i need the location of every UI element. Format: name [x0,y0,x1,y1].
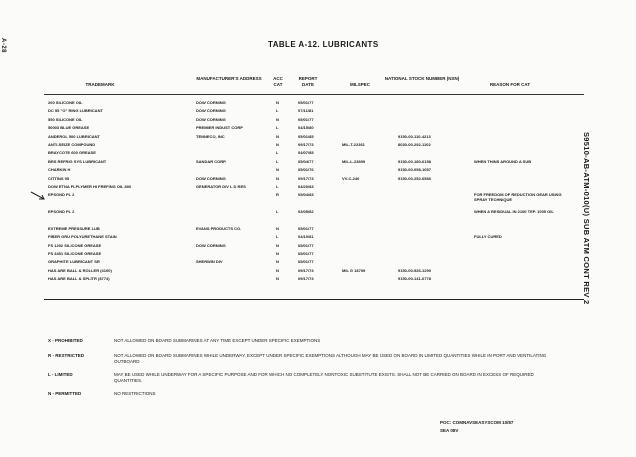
date-cell: 05/01/77 [298,100,314,105]
table-row [0,201,636,209]
date-cell: 05/01/76 [298,167,314,173]
legend-description: NO RESTRICTIONS [114,391,156,396]
header-reason: REASON FOR CAT [489,82,531,87]
trademark-cell: FS 1292 SILICONE GREASE [48,242,102,248]
trademark-cell: 200 SILICONE OIL [48,100,83,105]
manufacturer-cell: DOW CORNING [196,175,226,181]
trademark-cell: EPSOND PL 2 [48,192,75,198]
cat-cell: N [276,276,279,282]
manufacturer-cell: DOW CORNING [196,100,226,105]
page-title: TABLE A-12. LUBRICANTS [268,40,379,49]
reason-cell: FULLY CURED [474,234,502,240]
cat-cell: L [276,108,279,114]
nsn-cell: 9150-00-180-6158 [398,158,431,164]
date-cell: 09/17/73 [298,175,314,181]
table-row [0,125,636,133]
milspec-cell: MIL G 18709 [342,267,366,273]
manufacturer-cell: DOW CORNING [196,116,226,122]
cat-cell: N [276,259,279,265]
arrow-pointer-icon [30,191,46,201]
table-row [0,226,636,234]
cat-cell: L [276,150,279,156]
table-row [0,192,636,203]
cat-cell: L [276,234,279,240]
table-row [0,167,636,175]
trademark-cell: 50003 BLUE GREASE [48,125,90,131]
date-cell: 04/20/83 [298,183,314,189]
cat-cell: R [276,192,279,198]
trademark-cell: EPSOND PL 2 [48,209,75,215]
date-cell: 05/01/77 [298,225,314,231]
category-legend [44,338,564,406]
reason-cell: WHEN THINS AROUND A SUB [474,158,532,164]
manufacturer-cell: PREMIER INDUST CORP [196,125,243,131]
legend-description: NOT ALLOWED ON BOARD SUBMARINES WHILE UNDERWAY, EXCEPT UNDER SPECIFIC EXEMPTIONS ALTHOUGH MAY BE USED ON BOARD IN LIMITED QUANTITIES WHILE IN PORT AND VENTILATING OUTBOARD [114,353,547,364]
table-divider [44,299,584,300]
legend-code: N - PERMITTED [48,391,82,396]
table-row [0,217,636,225]
date-cell: 05/04/83 [298,192,314,198]
manufacturer-cell: EVANS PRODUCTS CO. [196,225,242,231]
table-row [0,234,636,242]
legend-description: MAY BE USED WHILE UNDERWAY FOR A SPECIFIC PURPOSE AND FOR WHICH NO COMPLETELY NONTOXIC SUBSTITUTE EXISTS. SHALL NOT BE CARRIED ON BOARD IN EXCESS OF REQUIRED QUANTITIES. [114,372,534,383]
date-cell: 04/07/85 [298,150,314,156]
milspec-cell: VV-C-240 [342,175,360,181]
manufacturer-cell: GENERATOR DIV L D RES [196,183,246,189]
reason-cell: WHEN A RESIDUAL IN 2100 TEP. 1005 OIL [474,209,554,215]
table-row [0,134,636,142]
nsn-cell: 8030-00-292-1102 [398,141,431,147]
legend-code: L - LIMITED [48,372,73,377]
date-cell: 03/05/82 [298,209,314,215]
page-number: A-28 [0,38,6,54]
nsn-cell: 9150-00-141-6778 [398,276,431,282]
cat-cell: L [276,158,279,164]
cat-cell: N [276,251,279,257]
cat-cell: N [276,133,279,139]
manufacturer-cell: DOW CORNING [196,108,226,114]
trademark-cell: EXTREME PRESSURE LUB [48,225,100,231]
cat-cell: N [276,167,279,173]
trademark-cell: HAS ARE BALL & ROLLER (4100) [48,267,112,273]
cat-cell: N [276,242,279,248]
date-cell: 04/15/80 [298,125,314,131]
date-cell: 05/01/77 [298,251,314,257]
manufacturer-cell: TENNECO, INC [196,133,225,139]
nsn-cell: 9150-00-252-6580 [398,175,431,181]
table-row [0,251,636,259]
cat-cell: L [276,209,279,215]
date-cell: 05/04/77 [298,158,314,164]
trademark-cell: FS 3451 SILICONE GREASE [48,251,102,257]
trademark-cell: ANTI-SEIZE COMPOUND [48,141,96,147]
footer-office: SEA 08V [440,428,459,433]
date-cell: 05/01/77 [298,259,314,265]
date-cell: 05/01/77 [298,242,314,248]
cat-cell: N [276,267,279,273]
date-cell: 09/17/73 [298,141,314,147]
nsn-cell: 9150-00-110-4213 [398,133,431,139]
legend-item [44,391,564,401]
manufacturer-cell: SANDAR CORP. [196,158,227,164]
table-row [0,142,636,150]
date-cell: 09/17/73 [298,276,314,282]
milspec-cell: MIL-L-23699 [342,158,366,164]
trademark-cell: DC 55 "O" RING LUBRICANT [48,108,103,114]
nsn-cell: 9150-00-526-1290 [398,267,431,273]
table-row [0,117,636,125]
table-row [0,159,636,167]
header-milspec: MILSPEC [349,82,370,87]
table-row [0,108,636,116]
table-row [0,259,636,267]
header-nsn: NATIONAL STOCK NUMBER (NSN) [384,76,460,81]
cat-cell: L [276,125,279,131]
legend-item [44,372,564,386]
trademark-cell: FIBER GRU POLYURETHANE STAIN [48,234,117,240]
trademark-cell: BRAYCOTE 600 GREASE [48,150,96,156]
table-row [0,243,636,251]
manufacturer-cell: DOW CORNING [196,242,226,248]
reason-cell: FOR FREEDOM OF REDUCTION GEAR USING SPRAY TECHNIQUE [474,192,562,203]
legend-item [44,353,564,367]
header-trademark: TRADEMARK [85,82,115,87]
trademark-cell: CITTINS 95 [48,175,70,181]
trademark-cell: GRAPHITE LUBRICANT SR [48,259,100,265]
date-cell: 05/01/85 [298,133,314,139]
legend-code: X - PROHIBITED [48,338,83,343]
milspec-cell: MIL-T-22361 [342,141,365,147]
header-report-date: REPORT DATE [298,76,318,87]
date-cell: 05/01/77 [298,116,314,122]
table-row [0,150,636,158]
date-cell: 09/17/73 [298,267,314,273]
table-row [0,268,636,276]
nsn-cell: 9150-00-058-1057 [398,167,431,173]
manufacturer-cell: SHERWIN DIV [196,259,223,265]
table-row [0,100,636,108]
cat-cell: N [276,225,279,231]
document-id-side-label: S9510-AB-ATM-010(U) SUB ATM CONT REV 2 [582,132,591,305]
legend-code: R - RESTRICTED [48,353,84,358]
lubricants-table [0,100,636,285]
trademark-cell: CHARKIN H [48,167,71,173]
trademark-cell: 550 SILICONE OIL [48,116,83,122]
legend-item [44,338,564,348]
trademark-cell: DOW ETNA FLPLYMER HI FREFING OIL 800 [48,183,132,189]
table-row [0,184,636,192]
header-acc-cat: ACC CAT [273,76,283,87]
trademark-cell: HAS ARE BALL & SPLITR (8774) [48,276,110,282]
legend-description: NOT ALLOWED ON BOARD SUBMARINES AT ANY TIME EXCEPT UNDER SPECIFIC EXEMPTIONS [114,338,321,343]
table-row [0,176,636,184]
trademark-cell: BRS REFRIG SYS LUBRICANT [48,158,107,164]
header-manufacturer: MANUFACTURER'S ADDRESS [196,76,262,81]
trademark-cell: ANDEROL 500 LUBRICANT [48,133,100,139]
table-row [0,276,636,284]
header-divider [44,94,584,95]
date-cell: 04/10/81 [298,234,314,240]
cat-cell: N [276,116,279,122]
footer-poc: POC: COMNAVSEASYSCOM 10/87 [440,420,514,425]
cat-cell: L [276,183,279,189]
cat-cell: N [276,175,279,181]
date-cell: 07/11/81 [298,108,314,114]
table-row [0,209,636,217]
cat-cell: N [276,141,279,147]
cat-cell: N [276,100,279,105]
